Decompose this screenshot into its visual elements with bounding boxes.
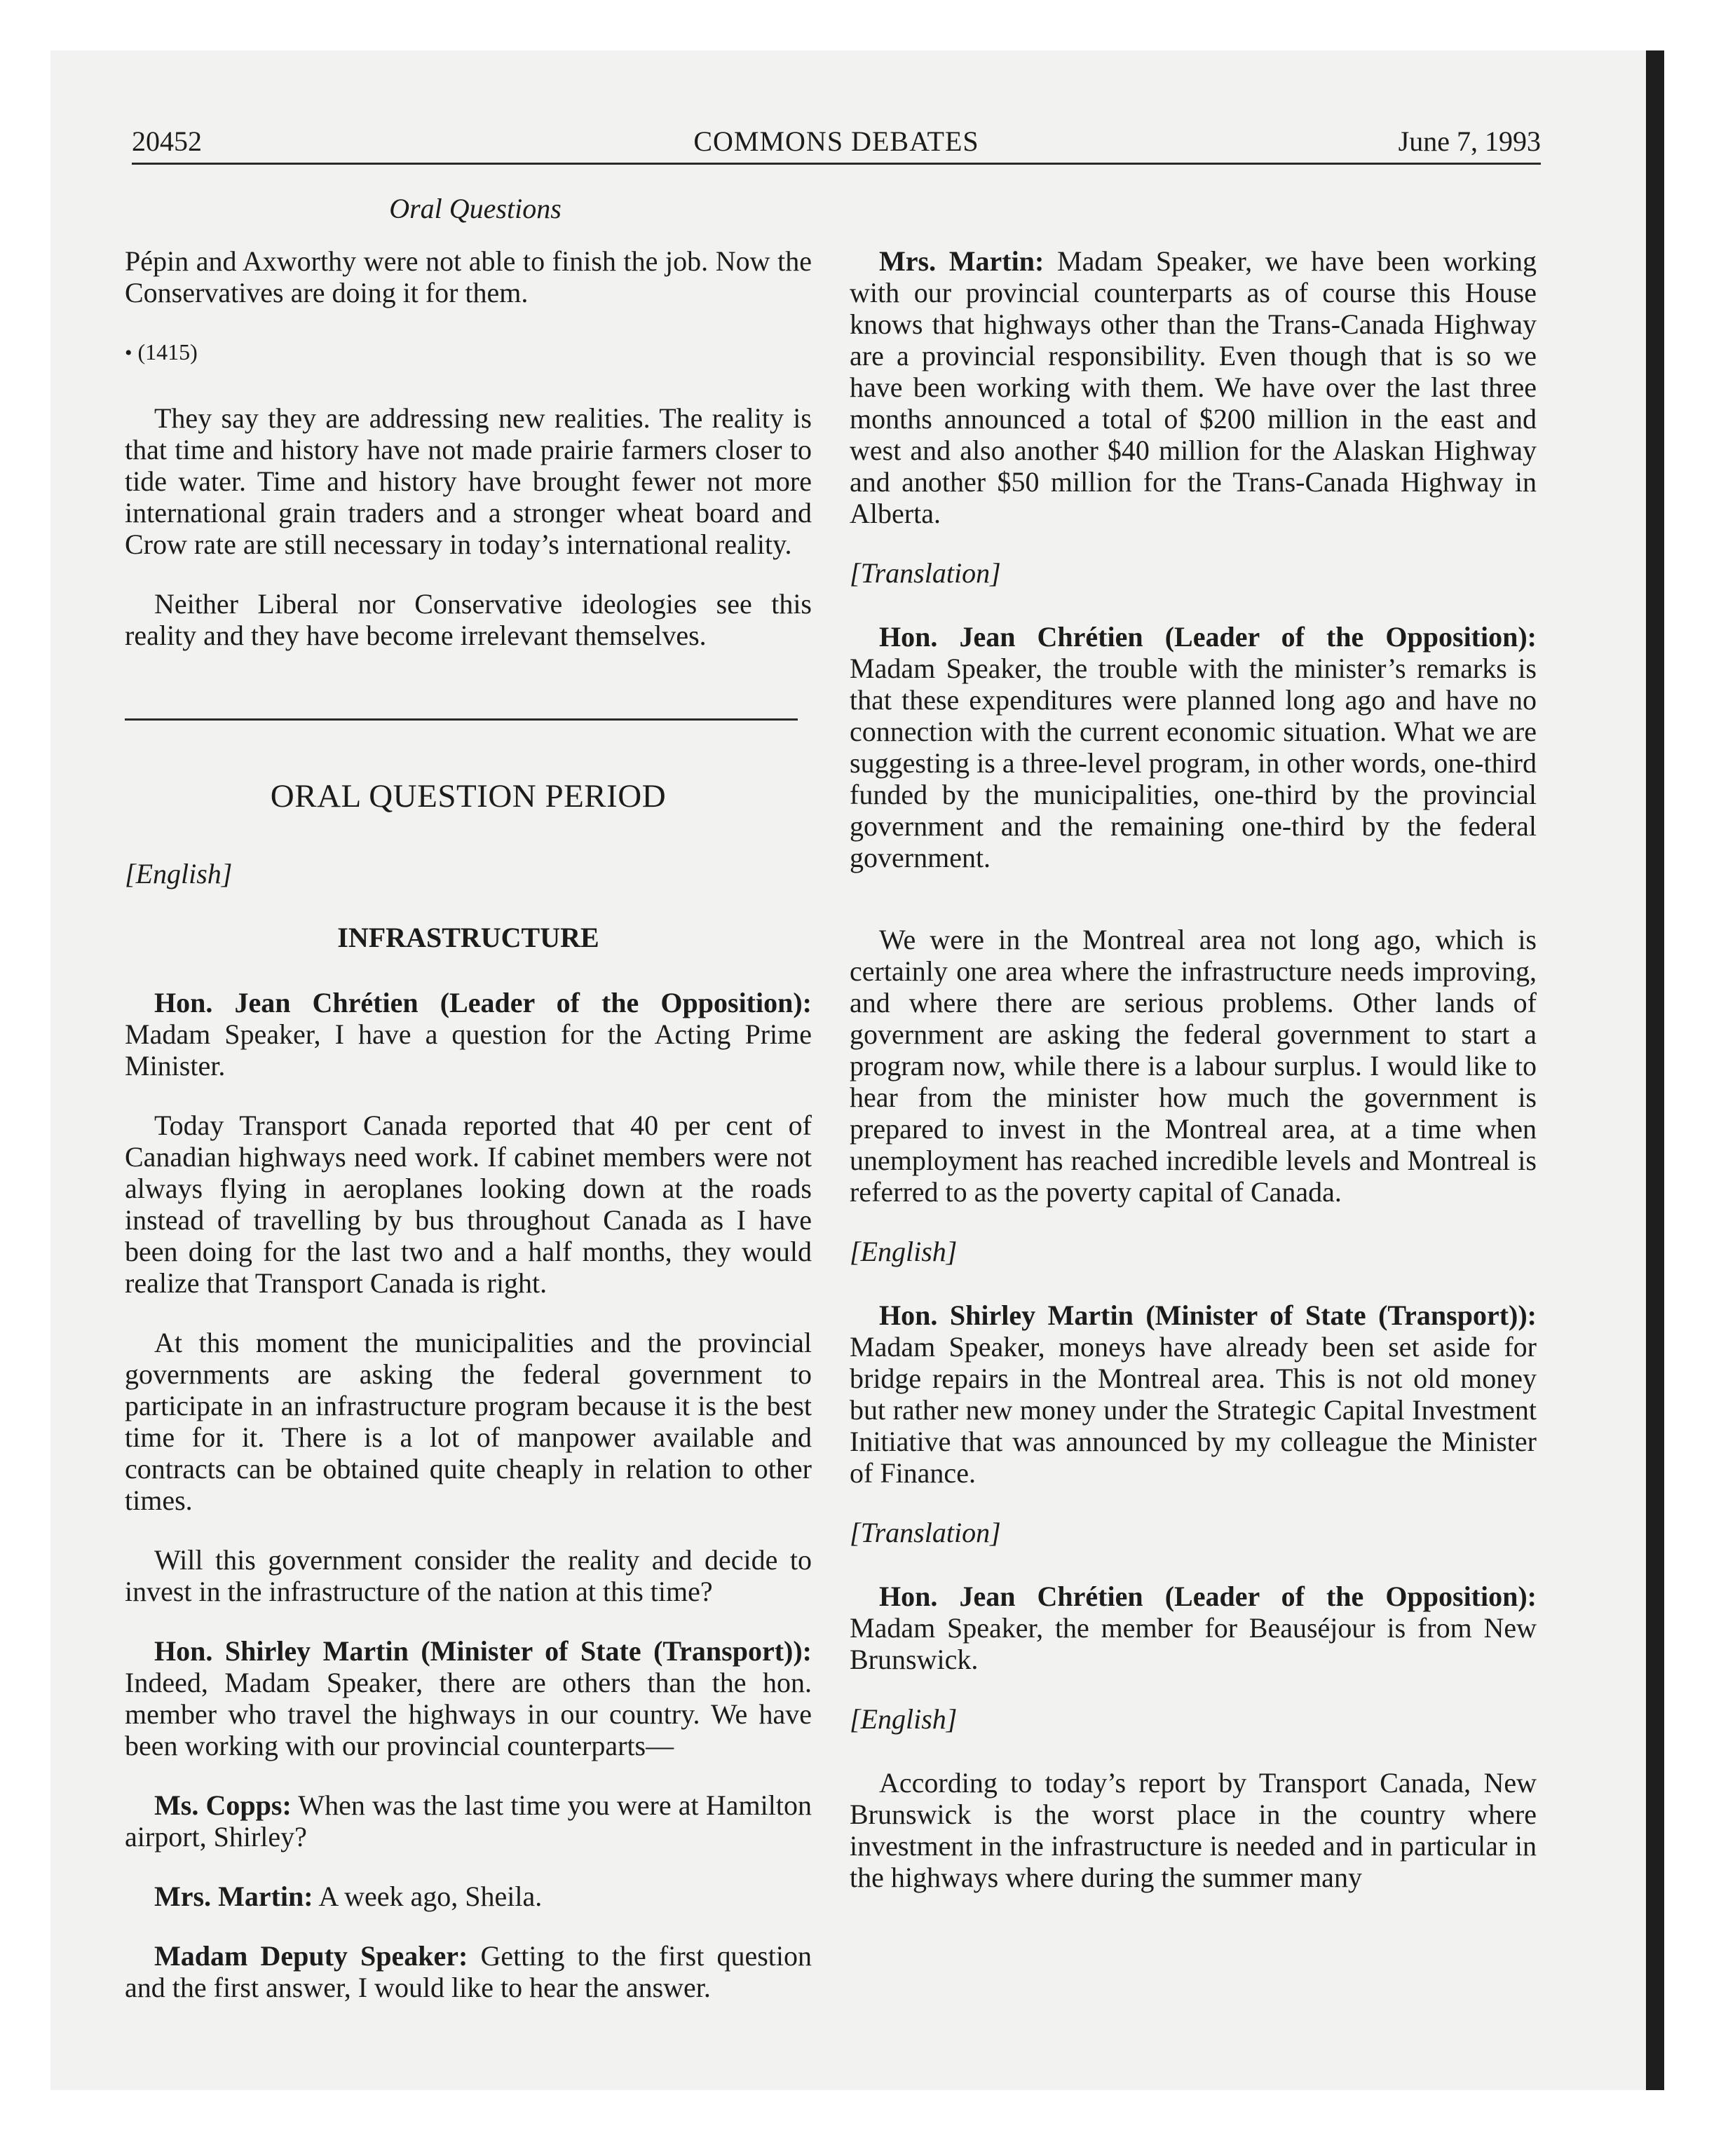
speaker-name: Mrs. Martin:: [154, 1881, 313, 1912]
speech-text: A week ago, Sheila.: [313, 1881, 543, 1912]
speaker-name: Hon. Jean Chrétien (Leader of the Opposition):: [879, 621, 1537, 653]
speech-text: When was the last time you were at Hamilton airport, Shirley?: [125, 1789, 812, 1853]
section-title: ORAL QUESTION PERIOD: [270, 778, 667, 814]
bullet-icon: •: [125, 341, 132, 364]
speaker-name: Hon. Shirley Martin (Minister of State (Transport)):: [879, 1299, 1537, 1331]
running-head: Oral Questions: [389, 193, 562, 224]
speaker-name: Mrs. Martin:: [879, 245, 1045, 277]
publication-date: June 7, 1993: [1398, 125, 1541, 157]
speech-text: Madam Speaker, we have been working with our provincial counterparts as of course this House knows that highways other than the Trans-Canada Highway are a provincial responsibility. Even though that is so we have been working with them. We have over the last three months announced a total of $200 million in the east and west and also another $40 million for the Alaskan Highway and another $50 million for the Trans-Canada Highway in Alberta.: [850, 245, 1537, 529]
speech: [125, 1635, 812, 1761]
right-column: [850, 245, 1537, 1921]
speech: [125, 1940, 812, 2003]
section-divider: [125, 718, 798, 721]
paragraph: They say they are addressing new realities. The reality is that time and history have not made prairie farmers closer to tide water. Time and history have brought fewer not more international grain traders and a stronger wheat board and Crow rate are still necessary in today’s international reality.: [125, 402, 812, 560]
speaker-name: Hon. Jean Chrétien (Leader of the Opposition):: [154, 987, 812, 1018]
time-label: (1415): [137, 339, 198, 364]
time-marker: [125, 336, 812, 369]
subheading: INFRASTRUCTURE: [337, 922, 599, 953]
language-tag: [Translation]: [850, 1517, 1001, 1548]
paragraph: Will this government consider the reality and decide to invest in the infrastructure of the nation at this time?: [125, 1544, 812, 1607]
speech: [125, 1881, 812, 1912]
paragraph: Neither Liberal nor Conservative ideologies see this reality and they have become irrelevant themselves.: [125, 588, 812, 651]
speech-text: Indeed, Madam Speaker, there are others than the hon. member who travel the highways in our country. We have been working with our provincial counterparts—: [125, 1667, 812, 1761]
speaker-name: Hon. Shirley Martin (Minister of State (Transport)):: [154, 1635, 812, 1667]
speech: [850, 1299, 1537, 1489]
language-tag: [English]: [125, 858, 233, 889]
page-header: [132, 121, 1541, 165]
speech-text: Madam Speaker, moneys have already been set aside for bridge repairs in the Montreal area. This is not old money but rather new money under the Strategic Capital Investment Initiative that was announced by my colleague the Minister of Finance.: [850, 1331, 1537, 1489]
speech-text: Getting to the first question and the first answer, I would like to hear the answer.: [125, 1940, 812, 2003]
page-number: 20452: [132, 125, 202, 157]
language-tag: [English]: [850, 1236, 958, 1267]
speech-text: Madam Speaker, I have a question for the Acting Prime Minister.: [125, 1018, 812, 1082]
speaker-name: Madam Deputy Speaker:: [154, 1940, 468, 1972]
speech: [125, 987, 812, 1082]
paragraph: At this moment the municipalities and the provincial governments are asking the federal government to participate in an infrastructure program because it is the best time for it. There is a lot of manpower available and contracts can be obtained quite cheaply in relation to other times.: [125, 1327, 812, 1516]
language-tag: [English]: [850, 1703, 958, 1735]
paragraph: According to today’s report by Transport Canada, New Brunswick is the worst place in the country where investment in the infrastructure is needed and in particular in the highways where during the summer many: [850, 1767, 1537, 1893]
paragraph: Today Transport Canada reported that 40 per cent of Canadian highways need work. If cabinet members were not always flying in aeroplanes looking down at the roads instead of travelling by bus throughout Canada as I have been doing for the last two and a half months, they would realize that Transport Canada is right.: [125, 1110, 812, 1299]
paragraph: Pépin and Axworthy were not able to finish the job. Now the Conservatives are doing it for them.: [125, 245, 812, 308]
scan-edge-bar: [1646, 50, 1664, 2090]
speech: [850, 245, 1537, 529]
speech: [125, 1789, 812, 1853]
speech: [850, 1581, 1537, 1675]
speech-text: Madam Speaker, the member for Beauséjour is from New Brunswick.: [850, 1612, 1537, 1675]
speaker-name: Hon. Jean Chrétien (Leader of the Opposition):: [879, 1581, 1537, 1612]
publication-title: COMMONS DEBATES: [693, 125, 979, 157]
paragraph: We were in the Montreal area not long ago, which is certainly one area where the infrastructure needs improving, and where there are serious problems. Other lands of government are asking the federal government to start a program now, while there is a labour surplus. I would like to hear from the minister how much the government is prepared to invest in the Montreal area, at a time when unemployment has reached incredible levels and Montreal is referred to as the poverty capital of Canada.: [850, 924, 1537, 1208]
language-tag: [Translation]: [850, 557, 1001, 589]
speech-text: Madam Speaker, the trouble with the minister’s remarks is that these expenditures were planned long ago and have no connection with the current economic situation. What we are suggesting is a three-level program, in other words, one-third funded by the municipalities, one-third by the provincial government and the remaining one-third by the federal government.: [850, 653, 1537, 873]
speaker-name: Ms. Copps:: [154, 1789, 292, 1821]
left-column: [125, 245, 812, 2031]
speech: [850, 621, 1537, 873]
